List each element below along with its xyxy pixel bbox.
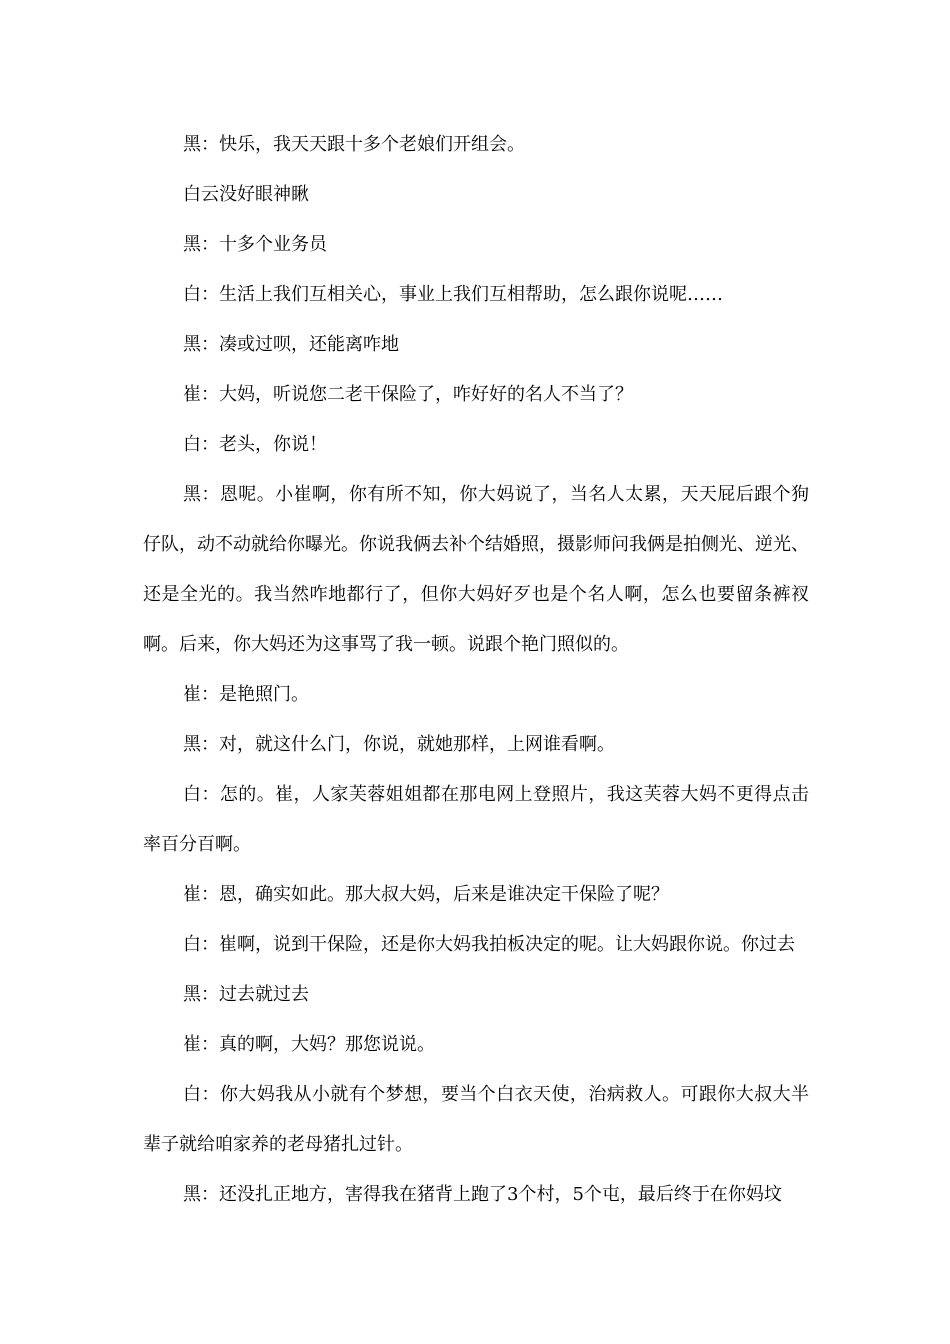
paragraph-2: 白云没好眼神瞅 [183,184,309,205]
paragraph-13: 白：崔啊，说到干保险，还是你大妈我拍板决定的呢。让大妈跟你说。你过去 [183,934,795,955]
document-body [143,120,809,1220]
paragraph-11: 白：怎的。崔，人家芙蓉姐姐都在那电网上登照片，我这芙蓉大妈不更得点击率百分百啊。 [143,784,809,855]
paragraph-12: 崔：恩，确实如此。那大叔大妈，后来是谁决定干保险了呢？ [183,884,669,905]
paragraph-15: 崔：真的啊，大妈？那您说说。 [183,1034,435,1055]
paragraph-4: 白：生活上我们互相关心，事业上我们互相帮助，怎么跟你说呢…… [183,284,723,305]
paragraph-7: 白：老头，你说！ [183,434,327,455]
paragraph-16: 白：你大妈我从小就有个梦想，要当个白衣天使，治病救人。可跟你大叔大半辈子就给咱家养的老母猪扎过针。 [143,1084,809,1155]
paragraph-6: 崔：大妈，听说您二老干保险了，咋好好的名人不当了？ [183,384,633,405]
paragraph-17: 黑：还没扎正地方，害得我在猪背上跑了3个村，5个屯，最后终于在你妈坟 [183,1184,782,1205]
paragraph-1: 黑：快乐，我天天跟十多个老娘们开组会。 [183,134,525,155]
paragraph-14: 黑：过去就过去 [183,984,309,1005]
paragraph-10: 黑：对，就这什么门，你说，就她那样，上网谁看啊。 [183,734,615,755]
paragraph-3: 黑：十多个业务员 [183,234,327,255]
paragraph-8: 黑：恩呢。小崔啊，你有所不知，你大妈说了，当名人太累，天天屁后跟个狗仔队，动不动就给你曝光。你说我俩去补个结婚照，摄影师问我俩是拍侧光、逆光、还是全光的。我当然咋地都行了，但你大妈好歹也是个名人啊，怎么也要留条裤衩啊。后来，你大妈还为这事骂了我一顿。说跟个艳门照似的。 [143,484,809,655]
paragraph-5: 黑：凑或过呗，还能离咋地 [183,334,399,355]
paragraph-9: 崔：是艳照门。 [183,684,309,705]
